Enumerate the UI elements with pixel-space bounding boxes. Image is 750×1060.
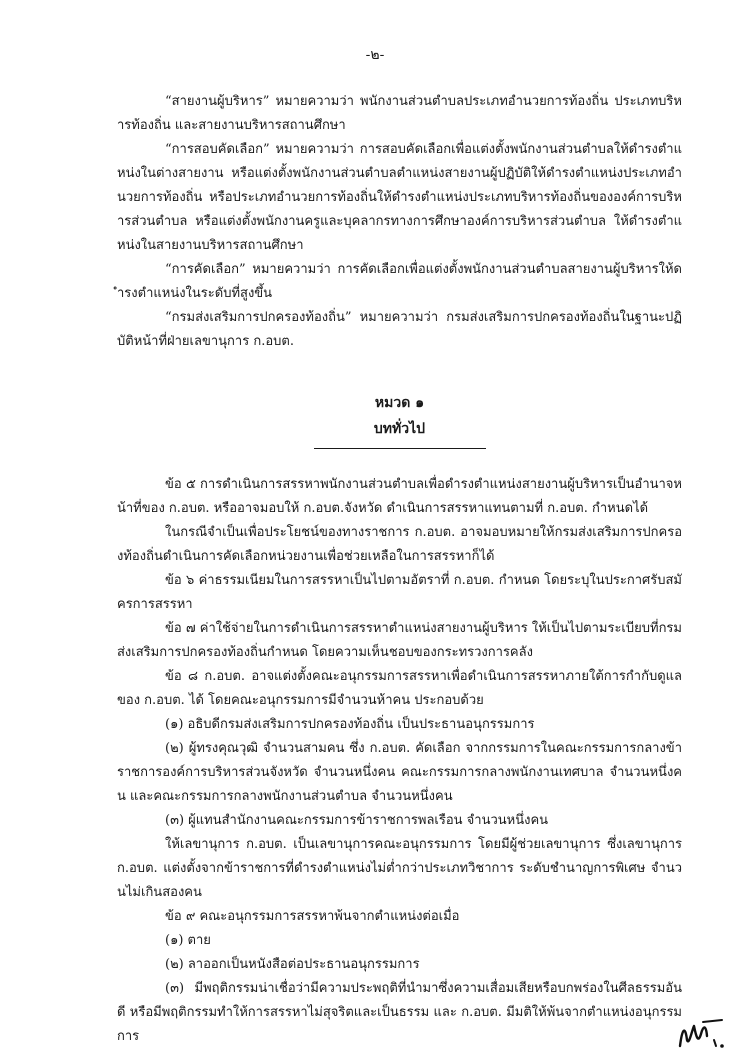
list-item: (๓) ผู้แทนสำนักงานคณะกรรมการข้าราชการพลเรือน จำนวนหนึ่งคน (165, 813, 549, 828)
clause-paragraph: ข้อ ๕ การดำเนินการสรรหาพนักงานส่วนตำบลเพื่อดำรงตำแหน่งสายงานผู้บริหารเป็นอำนาจหน้าที่ของ ก.อบต. หรืออาจมอบให้ ก.อบต.จังหวัด ดำเนินการสรรหาแทนตามที่ ก.อบต. กำหนดได้ (117, 477, 682, 516)
clause-paragraph: ข้อ ๖ ค่าธรรมเนียมในการสรรหาเป็นไปตามอัตราที่ ก.อบต. กำหนด โดยระบุในประกาศรับสมัครการสรรหา (117, 573, 682, 612)
clause-paragraph: ข้อ ๗ ค่าใช้จ่ายในการดำเนินการสรรหาตำแหน่งสายงานผู้บริหาร ให้เป็นไปตามระเบียบที่กรมส่งเสริมการปกครองท้องถิ่นกำหนด โดยความเห็นชอบของกระทรวงการคลัง (117, 621, 682, 660)
list-item: (๒) ผู้ทรงคุณวุฒิ จำนวนสามคน ซึ่ง ก.อบต. คัดเลือก จากกรรมการในคณะกรรมการกลางข้าราชการองค์การบริหารส่วนจังหวัด จำนวนหนึ่งคน คณะกรรมการกลางพนักงานเทศบาล จำนวนหนึ่งคน และคณะกรรมการกลางพนักงานส่วนตำบล จำนวนหนึ่งคน (117, 741, 682, 804)
definition-paragraph: “การสอบคัดเลือก” หมายความว่า การสอบคัดเลือกเพื่อแต่งตั้งพนักงานส่วนตำบลให้ดำรงตำแหน่งในต่างสายงาน หรือแต่งตั้งพนักงานส่วนตำบลตำแหน่งสายงานผู้ปฏิบัติให้ดำรงตำแหน่งประเภทอำนวยการท้องถิ่น หรือประเภทอำนวยการท้องถิ่นให้ดำรงตำแหน่งประเภทบริหารท้องถิ่นขององค์การบริหารส่วนตำบล หรือแต่งตั้งพนักงานครูและบุคลากรทางการศึกษาองค์การบริหารส่วนตำบล ให้ดำรงตำแหน่งในสายงานบริหารสถานศึกษา (117, 142, 682, 253)
definition-paragraph: “กรมส่งเสริมการปกครองท้องถิ่น” หมายความว่า กรมส่งเสริมการปกครองท้องถิ่นในฐานะปฏิบัติหน้าที่ฝ่ายเลขานุการ ก.อบต. (117, 310, 682, 349)
definition-paragraph: “สายงานผู้บริหาร” หมายความว่า พนักงานส่วนตำบลประเภทอำนวยการท้องถิ่น ประเภทบริหารท้องถิ่น และสายงานบริหารสถานศึกษา (117, 94, 682, 133)
list-item: (๑) อธิบดีกรมส่งเสริมการปกครองท้องถิ่น เป็นประธานอนุกรรมการ (165, 717, 535, 732)
list-item: (๒) ลาออกเป็นหนังสือต่อประธานอนุกรรมการ (165, 957, 420, 972)
heading-divider (314, 448, 486, 449)
document-body (117, 90, 682, 1049)
clause-paragraph: ข้อ ๙ คณะอนุกรรมการสรรหาพ้นจากตำแหน่งต่อเมื่อ (165, 909, 460, 924)
list-item: (๓) มีพฤติกรรมน่าเชื่อว่ามีความประพฤติที่นำมาซึ่งความเสื่อมเสียหรือบกพร่องในศีลธรรมอันดี หรือมีพฤติกรรมทำให้การสรรหาไม่สุจริตและเป็นธรรม และ ก.อบต. มีมติให้พ้นจากตำแหน่งอนุกรรมการ (117, 981, 682, 1044)
clause-paragraph: ให้เลขานุการ ก.อบต. เป็นเลขานุการคณะอนุกรรมการ โดยมีผู้ช่วยเลขานุการ ซึ่งเลขานุการ ก.อบต. แต่งตั้งจากข้าราชการที่ดำรงตำแหน่งไม่ต่ำกว่าประเภทวิชาการ ระดับชำนาญการพิเศษ จำนวนไม่เกินสองคน (117, 837, 682, 900)
chapter-heading-block (117, 390, 682, 449)
clause-paragraph: ในกรณีจำเป็นเพื่อประโยชน์ของทางราชการ ก.อบต. อาจมอบหมายให้กรมส่งเสริมการปกครองท้องถิ่นดำเนินการคัดเลือกหน่วยงานเพื่อช่วยเหลือในการสรรหาก็ได้ (117, 525, 682, 564)
chapter-number: หมวด ๑ (374, 395, 425, 411)
page-number: -๒- (365, 47, 385, 63)
signature-initials (676, 1016, 728, 1052)
chapter-title: บททั่วไป (373, 421, 426, 437)
clause-paragraph: ข้อ ๘ ก.อบต. อาจแต่งตั้งคณะอนุกรรมการสรรหาเพื่อดำเนินการสรรหาภายใต้การกำกับดูแลของ ก.อบต. ได้ โดยคณะอนุกรรมการมีจำนวนห้าคน ประกอบด้วย (117, 669, 682, 708)
definition-paragraph: “การคัดเลือก” หมายความว่า การคัดเลือกเพื่อแต่งตั้งพนักงานส่วนตำบลสายงานผู้บริหารให้ดำรงตำแหน่งในระดับที่สูงขึ้น (117, 262, 682, 301)
list-item: (๑) ตาย (165, 933, 211, 948)
